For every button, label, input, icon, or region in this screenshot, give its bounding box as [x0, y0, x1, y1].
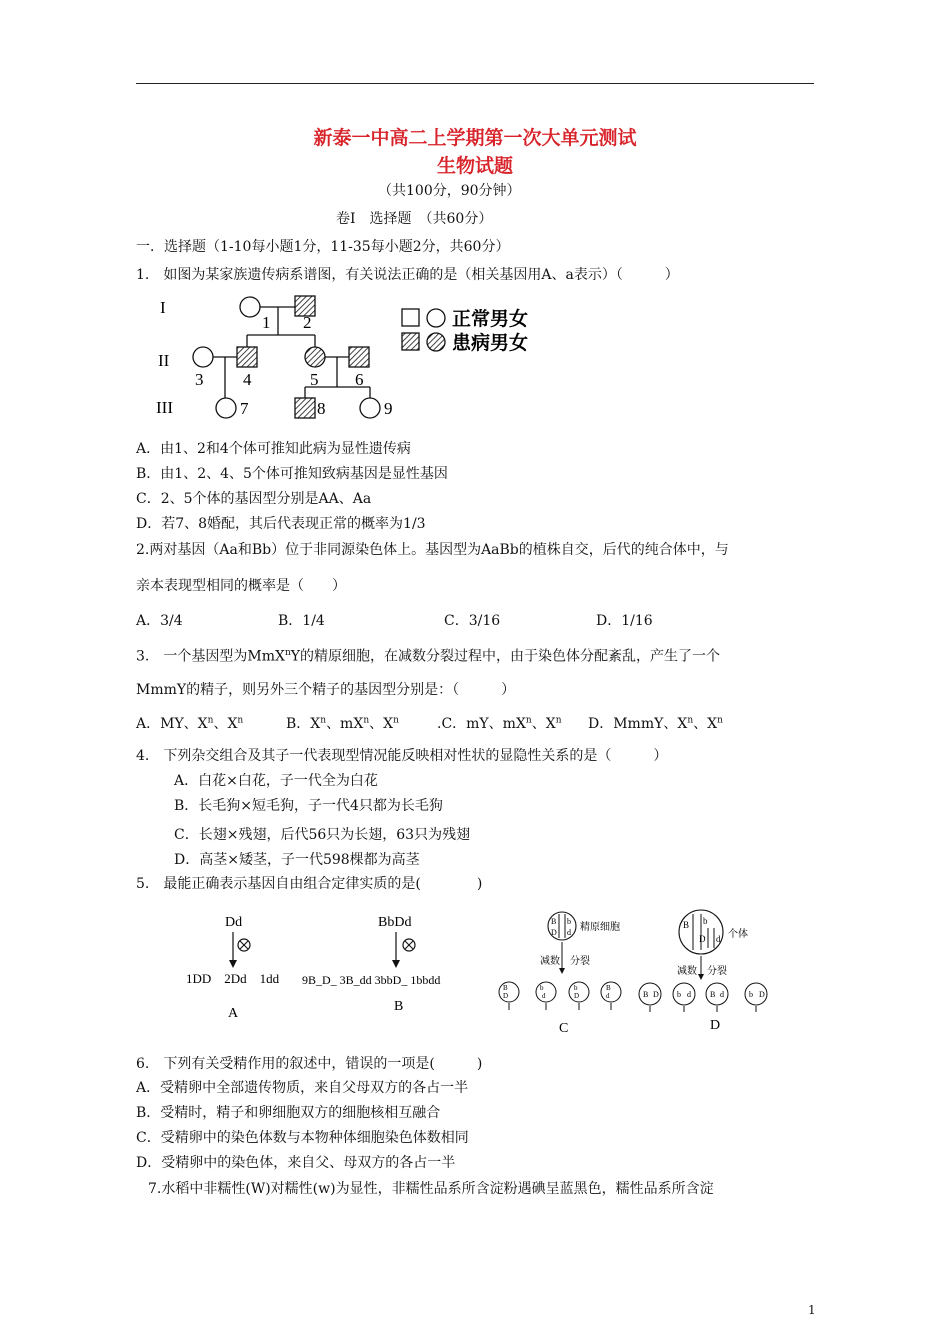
legend-normal-label: 正常男女 — [452, 309, 529, 330]
svg-text:B: B — [683, 920, 690, 930]
number-4: 4 — [243, 370, 252, 389]
exam-subtitle: 生物试题 — [436, 155, 513, 177]
number-5: 5 — [310, 370, 319, 389]
svg-text:d: d — [720, 990, 724, 999]
individual-1 — [240, 297, 260, 317]
q5-diagrams — [170, 902, 780, 1037]
gen-label-2: II — [158, 351, 170, 370]
svg-text:b: b — [574, 984, 578, 992]
q4-option-a: A．白花×白花，子一代全为白花 — [174, 773, 378, 789]
individual-3 — [193, 347, 213, 367]
individual-4 — [237, 347, 257, 367]
q5-a-parent: Dd — [225, 915, 243, 930]
svg-text:d: d — [716, 934, 721, 944]
svg-text:D: D — [699, 934, 706, 944]
q3-stem-line2: MmmY的精子，则另外三个精子的基因型分别是：（ ） — [136, 682, 516, 698]
svg-text:d: d — [542, 992, 546, 1000]
q6-option-c: C．受精卵中的染色体数与本物种体细胞染色体数相同 — [136, 1130, 469, 1146]
svg-text:b: b — [677, 990, 681, 999]
gen-label-1: I — [160, 298, 166, 317]
q5-b-parent: BbDd — [378, 915, 412, 930]
q3-option-c: .C．mY、$mX^n$、$X^n$ — [437, 715, 562, 732]
q2-option-a: A．3/4 — [136, 613, 183, 629]
q1-option-b: B．由1、2、4、5个体可推知致病基因是显性基因 — [136, 466, 448, 482]
svg-text:d: d — [567, 928, 571, 937]
individual-6 — [349, 347, 369, 367]
individual-8 — [295, 398, 315, 418]
q2-stem-line2: 亲本表现型相同的概率是（ ） — [136, 578, 346, 594]
q5-d-label: D — [710, 1018, 721, 1033]
svg-text:B: B — [606, 984, 611, 992]
q4-option-d: D．高茎×矮茎，子一代598棵都为高茎 — [174, 852, 420, 868]
exam-title: 新泰一中高二上学期第一次大单元测试 — [313, 127, 637, 149]
svg-text:b: b — [567, 917, 571, 926]
pedigree-diagram — [150, 288, 550, 423]
svg-text:D: D — [759, 990, 765, 999]
q5-c-cell-label: 精原细胞 — [580, 922, 620, 933]
q1-stem: 1. 如图为某家族遗传病系谱图，有关说法正确的是（相关基因用A、a表示）（ ） — [136, 267, 679, 283]
svg-text:D: D — [574, 992, 580, 1000]
exam-meta: （共100分，90分钟） — [378, 183, 521, 199]
number-6: 6 — [355, 370, 364, 389]
svg-text:d: d — [606, 992, 610, 1000]
q2-option-c: C．3/16 — [444, 613, 501, 629]
q1-option-a: A．由1、2和4个体可推知此病为显性遗传病 — [136, 441, 411, 457]
svg-text:D: D — [653, 990, 659, 999]
q3-stem-line1: 3. 一个基因型为MmX$^n$Y的精原细胞，在减数分裂过程中，由于染色体分配紊乱，产生了一个 — [136, 648, 720, 665]
q2-option-d: D．1/16 — [596, 613, 653, 629]
number-1: 1 — [262, 313, 271, 332]
q5-d-cell-label: 个体 — [728, 929, 748, 940]
svg-text:b: b — [703, 916, 708, 926]
q5-c-figure — [499, 912, 621, 1036]
svg-text:B: B — [503, 984, 508, 992]
q5-b-offspring: 9B_D_ 3B_dd 3bbD_ 1bbdd — [302, 973, 441, 987]
q1-option-d: D．若7、8婚配，其后代表现正常的概率为1/3 — [136, 516, 426, 532]
gen-label-3: III — [156, 398, 173, 417]
q6-option-d: D．受精卵中的染色体，来自父、母双方的各占一半 — [136, 1155, 456, 1171]
legend-normal-male — [402, 309, 419, 326]
q5-a-offspring: 1DD 2Dd 1dd — [186, 971, 280, 986]
q3-option-a: A．MY、$X^n$、$X^n$ — [136, 715, 244, 732]
legend-normal-female — [427, 309, 445, 327]
number-8: 8 — [317, 399, 326, 418]
q5-stem: 5. 最能正确表示基因自由组合定律实质的是( ) — [136, 876, 483, 892]
number-9: 9 — [384, 399, 393, 418]
svg-text:d: d — [687, 990, 691, 999]
volume-heading: 卷Ⅰ 选择题 （共60分） — [336, 211, 493, 227]
legend-affected-label: 患病男女 — [452, 333, 529, 354]
section-heading: 一．选择题（1-10每小题1分，11-35每小题2分，共60分） — [136, 239, 510, 255]
number-3: 3 — [195, 370, 204, 389]
svg-text:D: D — [551, 928, 557, 937]
svg-text:b: b — [540, 984, 544, 992]
q5-d-process: 减数 分裂 — [677, 966, 727, 977]
q7-stem: 7.水稻中非糯性(W)对糯性(w)为显性，非糯性品系所含淀粉遇碘呈蓝黑色，糯性品系所含淀 — [148, 1181, 714, 1197]
svg-text:B: B — [643, 990, 649, 999]
svg-text:B: B — [551, 917, 557, 926]
q5-c-process: 减数 分裂 — [540, 956, 590, 967]
q1-option-c: C．2、5个体的基因型分别是AA、Aa — [136, 491, 372, 507]
individual-7 — [216, 398, 236, 418]
q5-a-label: A — [228, 1006, 239, 1021]
q6-option-b: B．受精时，精子和卵细胞双方的细胞核相互融合 — [136, 1105, 441, 1121]
q6-stem: 6. 下列有关受精作用的叙述中，错误的一项是( ) — [136, 1056, 483, 1072]
legend-affected-female — [427, 333, 445, 351]
page-number: 1 — [808, 1303, 816, 1317]
legend-affected-male — [402, 333, 419, 350]
individual-9 — [360, 398, 380, 418]
q5-b-label: B — [394, 999, 404, 1014]
number-2: 2 — [303, 313, 312, 332]
q3-option-d: D．MmmY、$X^n$、$X^n$ — [588, 715, 723, 732]
svg-text:B: B — [710, 990, 716, 999]
q6-option-a: A．受精卵中全部遗传物质，来自父母双方的各占一半 — [136, 1080, 469, 1096]
q2-option-b: B．1/4 — [278, 613, 325, 629]
q5-c-label: C — [559, 1021, 569, 1036]
q5-d-figure — [639, 910, 767, 1033]
q4-option-c: C．长翅×残翅，后代56只为长翅，63只为残翅 — [174, 827, 471, 843]
individual-5 — [305, 347, 325, 367]
q2-stem-line1: 2.两对基因（Aa和Bb）位于非同源染色体上。基因型为AaBb的植株自交，后代的纯合体中，与 — [136, 542, 729, 558]
q3-option-b: B．$X^n$、$mX^n$、$X^n$ — [286, 715, 399, 732]
svg-text:D: D — [503, 992, 509, 1000]
svg-text:b: b — [749, 990, 753, 999]
q4-option-b: B．长毛狗×短毛狗，子一代4只都为长毛狗 — [174, 798, 443, 814]
number-7: 7 — [240, 399, 249, 418]
header-rule — [136, 83, 814, 84]
q4-stem: 4. 下列杂交组合及其子一代表现型情况能反映相对性状的显隐性关系的是（ ） — [136, 748, 668, 764]
